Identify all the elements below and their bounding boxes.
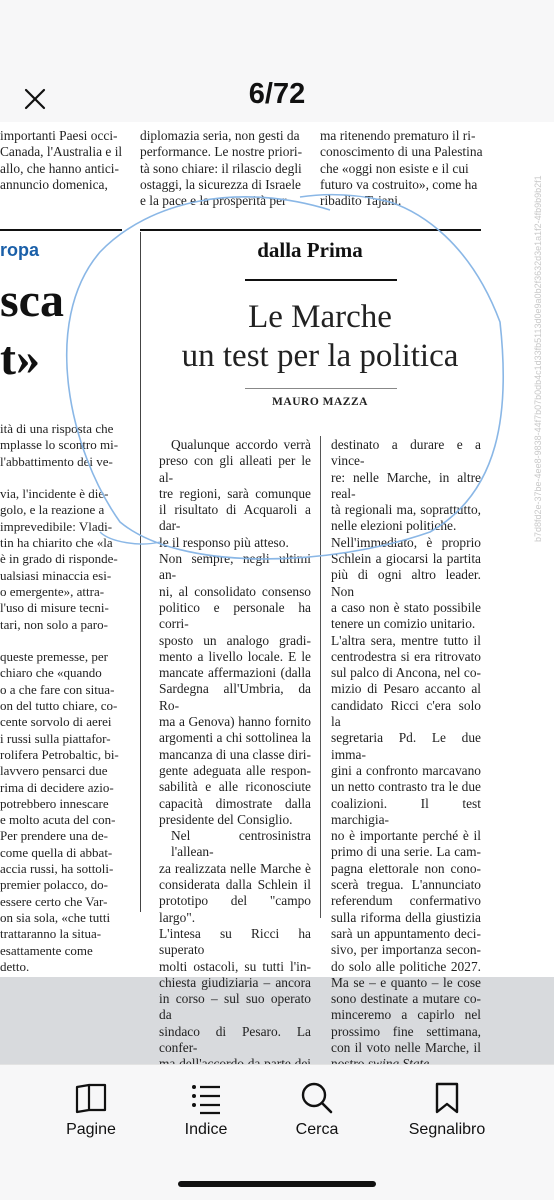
text-line: tà regionali ma, soprattutto, xyxy=(331,502,481,518)
text-line: Sardegna all'Umbria, da Ro- xyxy=(159,681,311,713)
text-line: allo, che hanno antici- xyxy=(0,160,119,176)
left-article-body xyxy=(0,421,122,975)
text-line: annuncio domenica, xyxy=(0,176,108,192)
text-line: Nel centrosinistra l'allean- xyxy=(171,828,311,860)
text-line: tà sono chiare: il rilascio degli xyxy=(140,160,302,176)
tab-pagine[interactable] xyxy=(36,1081,146,1139)
text-line: ualsiasi minaccia esi- xyxy=(0,567,112,583)
text-line: ostaggi, la sicurezza di Israele xyxy=(140,176,301,192)
text-line: primo di una serie. La cam- xyxy=(331,844,481,860)
headline-line: t» xyxy=(0,332,40,385)
text-line: Schlein a giocarsi la partita xyxy=(331,551,481,567)
text-line: mplasse lo scontro mi- xyxy=(0,437,119,453)
text-line: do solo alle politiche 2027. xyxy=(331,958,481,974)
headline xyxy=(140,298,500,376)
text-line: Per prendere una de- xyxy=(0,828,108,844)
text-line: esattamente come xyxy=(0,942,93,958)
text-line: Nell'immediato, è proprio xyxy=(331,534,481,550)
text-line: ni, al consolidato consenso xyxy=(159,583,311,599)
text-line: le il responso più atteso. xyxy=(159,534,289,550)
text-line: preso con gli alleati per le al- xyxy=(159,453,311,485)
text-line: cente sorvolo di aerei xyxy=(0,714,112,730)
text-line: nelle elezioni politiche. xyxy=(331,518,457,534)
text-line: re: nelle Marche, in altre real- xyxy=(331,469,481,501)
text-line: minceremo a capirlo nel xyxy=(331,1007,481,1023)
text-line: ma ritenendo prematuro il ri- xyxy=(320,128,476,143)
text-line: Canada, l'Australia e il xyxy=(0,144,123,160)
text-line: diplomazia seria, non gesti da xyxy=(140,128,300,143)
home-indicator xyxy=(178,1181,376,1187)
tab-label: Cerca xyxy=(295,1121,339,1138)
text-line: ma a Genova) hanno fornito xyxy=(159,714,311,730)
text-line: mancate affermazioni (dalla xyxy=(159,665,311,681)
text-line: prossimo fine settimana, xyxy=(331,1023,481,1039)
text-line: come quella di abbat- xyxy=(0,844,113,860)
text-line: L'intesa su Ricci ha superato xyxy=(159,925,311,958)
text-line: mento a livello locale. E le xyxy=(159,648,311,664)
text-line: sul palco di Ancona, nel co- xyxy=(331,665,481,681)
text-line: candidato Ricci c'era solo la xyxy=(331,697,481,730)
text-line: è in grado di risponde- xyxy=(0,551,118,567)
text-line: accia russi, ha sottoli- xyxy=(0,861,114,877)
headline-line-1: Le Marche xyxy=(248,299,392,335)
text-line: pagna elettorale non cono- xyxy=(331,860,481,876)
text-line: on del tutto chiare, co- xyxy=(0,698,118,714)
top-bar xyxy=(0,0,554,122)
text-line: lavvero pensarci due xyxy=(0,763,108,779)
text-line: politico e personale ha corri- xyxy=(159,599,311,632)
text-line: un netto contrasto tra le due xyxy=(331,779,481,795)
newspaper-page[interactable] xyxy=(0,122,554,1055)
text-line: i russi sulla piattafor- xyxy=(0,730,111,746)
text-line: presidente del Consiglio. xyxy=(159,811,293,827)
text-line: prototipo del "campo largo". xyxy=(159,893,311,925)
text-line: futuro va costruito», come ha xyxy=(320,176,478,192)
top-text-col2 xyxy=(140,128,302,209)
text-line: importanti Paesi occi- xyxy=(0,128,118,143)
text-line: rima di decidere azio- xyxy=(0,779,114,795)
text-line: tre regioni, sarà comunque xyxy=(159,485,311,501)
text-line: considerata dalla Schlein il xyxy=(159,877,311,893)
book-icon xyxy=(74,1081,108,1115)
tab-cerca[interactable] xyxy=(262,1081,372,1139)
text-line: Ma se – e quanto – le cose xyxy=(331,974,481,990)
text-line: detto. xyxy=(0,958,30,974)
text-line: destinato a durare e a vince- xyxy=(331,437,481,469)
text-line: gini a confronto marcavano xyxy=(331,762,481,778)
text-line: con il voto nelle Marche, il xyxy=(331,1039,481,1055)
text-line: scerà tregua. L'annunciato xyxy=(331,877,481,893)
article-column-2 xyxy=(331,437,481,1073)
list-icon xyxy=(189,1081,223,1115)
text-line: sulla riforma della giustizia xyxy=(331,909,481,925)
bookmark-icon xyxy=(430,1081,464,1115)
text-line: sabilità e alle riconosciute xyxy=(159,779,311,795)
tab-indice[interactable] xyxy=(151,1081,261,1139)
text-line: imprevedibile: Vladi- xyxy=(0,518,113,534)
text-line: l'abbattimento dei ve- xyxy=(0,453,113,469)
text-line: chiaro che «quando xyxy=(0,665,102,681)
text-line: golo, e la reazione a xyxy=(0,502,105,518)
text-line: che «oggi non esiste e il cui xyxy=(320,160,469,176)
text-line: sono destinate a mutare co- xyxy=(331,991,481,1007)
text-line: za realizzata nelle Marche è xyxy=(159,860,311,876)
text-line: sivo, per importanza secon- xyxy=(331,942,481,958)
text-line: o emergente», attra- xyxy=(0,583,105,599)
text-line: Qualunque accordo verrà xyxy=(171,437,311,452)
text-line: o a che fare con situa- xyxy=(0,681,115,697)
text-line: il risultato di Acquaroli a dar- xyxy=(159,502,311,534)
text-line xyxy=(0,470,122,486)
text-line: queste premesse, per xyxy=(0,649,108,665)
text-line: coalizioni. Il test marchigia- xyxy=(331,795,481,827)
column-divider xyxy=(320,436,321,918)
text-line: Non sempre, negli ultimi an- xyxy=(159,551,311,583)
text-line: referendum confermativo xyxy=(331,893,481,909)
text-line: rolifera Petrobaltic, bi- xyxy=(0,746,119,762)
section-rule-left xyxy=(0,229,122,231)
text-line: sposto un analogo gradi- xyxy=(159,632,311,648)
tab-segnalibro[interactable] xyxy=(392,1081,502,1139)
left-headline xyxy=(0,272,64,388)
text-line: L'altra sera, mentre tutto il xyxy=(331,632,481,648)
text-line: argomenti a chi sottolinea la xyxy=(159,730,311,746)
headline-line: sca xyxy=(0,274,64,327)
section-tag: ropa xyxy=(0,240,40,260)
section-rule-main xyxy=(140,229,481,231)
text-line: in corso – sul suo operato da xyxy=(159,991,311,1023)
kicker: dalla Prima xyxy=(257,238,363,262)
text-line: sindaco di Pesaro. La confer- xyxy=(159,1023,311,1055)
text-line: gente adeguata alle respon- xyxy=(159,762,311,778)
text-line: essere certo che Var- xyxy=(0,893,108,909)
text-line: l'uso di misure tecni- xyxy=(0,600,109,616)
text-line: sarà un appuntamento deci- xyxy=(331,925,481,941)
byline: MAURO MAZZA xyxy=(272,396,368,408)
text-line: mancanza di una classe diri- xyxy=(159,746,311,762)
text-line: via, l'incidente è die- xyxy=(0,486,109,502)
text-line xyxy=(0,633,122,649)
bottom-tab-bar xyxy=(0,1064,554,1200)
tab-label: Segnalibro xyxy=(408,1121,486,1138)
text-line: chiesta giudiziaria – ancora xyxy=(159,974,311,990)
text-line: no è importante perché è il xyxy=(331,828,481,844)
byline-rule xyxy=(245,388,397,389)
text-line: a caso non è stato possibile xyxy=(331,599,481,615)
text-line: ità di una risposta che xyxy=(0,421,114,436)
kicker-rule xyxy=(245,279,397,281)
text-line: on sia sola, «che tutti xyxy=(0,909,111,925)
text-line: tari, non solo a paro- xyxy=(0,616,108,632)
text-line: potrebbero innescare xyxy=(0,795,109,811)
text-line: premier polacco, do- xyxy=(0,877,108,893)
text-line: ribadito Tajani. xyxy=(320,193,402,209)
text-line: trattaranno la situa- xyxy=(0,926,102,942)
headline-line-2: un test per la politica xyxy=(181,338,459,374)
text-line: tenere un comizio unitario. xyxy=(331,616,476,632)
search-icon xyxy=(300,1081,334,1115)
text-line: conoscimento di una Palestina xyxy=(320,144,483,160)
text-line: centrodestra si era ritrovato xyxy=(331,648,481,664)
page-indicator: 6/72 xyxy=(248,78,306,110)
text-line: capacità dimostrate dalla xyxy=(159,795,311,811)
text-line: performance. Le nostre priori- xyxy=(140,144,303,160)
article-column-1 xyxy=(159,437,311,1154)
tab-label: Indice xyxy=(184,1121,228,1138)
text-line: molti ostacoli, su tutti l'in- xyxy=(159,958,311,974)
text-line: e molto acuta del con- xyxy=(0,812,116,828)
text-line: mizio di Pesaro accanto al xyxy=(331,681,481,697)
top-text-col3 xyxy=(320,128,482,209)
side-code: b7d8fd2e-37be-4ee8-9838-44f7b07b0db4c1d33fb5113d0e9a0b2f3632d3e1a1f2-4fb9b9b2f1 xyxy=(533,175,543,542)
text-line: più di ogni altro leader. Non xyxy=(331,567,481,599)
text-line: segretaria Pd. Le due imma- xyxy=(331,730,481,762)
text-line: tin ha chiarito che «la xyxy=(0,535,113,551)
text-line: e la pace e la prosperità per xyxy=(140,193,287,209)
top-text-col1 xyxy=(0,128,123,193)
tab-label: Pagine xyxy=(66,1121,116,1138)
